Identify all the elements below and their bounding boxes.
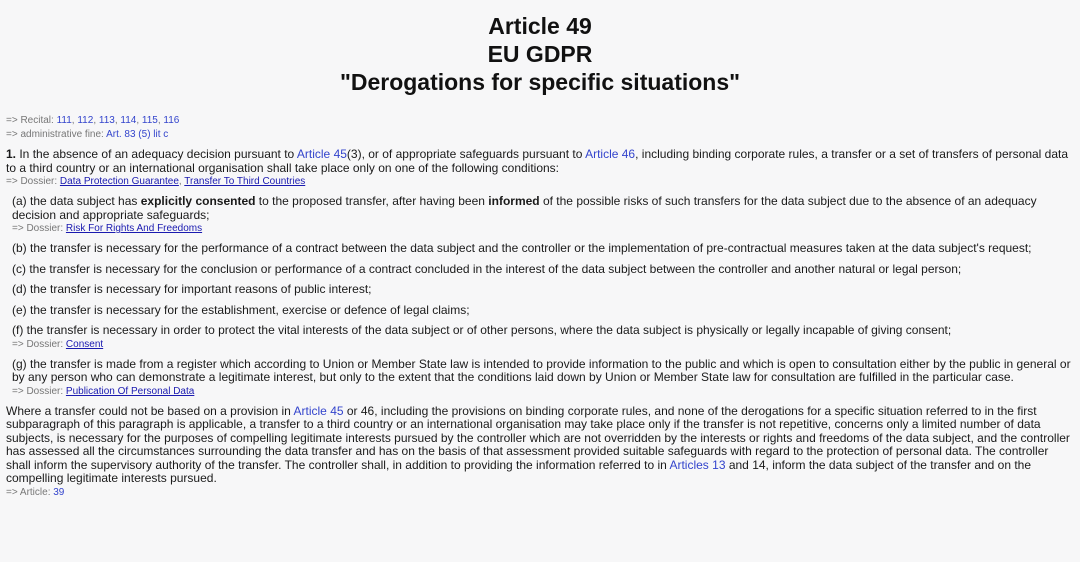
fine-line [6,128,1074,142]
page-title [6,12,1074,96]
dossier-link-data-protection-guarantee[interactable]: Data Protection Guarantee [59,176,179,187]
recital-link-113[interactable]: 113 [98,115,115,126]
dossier-link-consent[interactable]: Consent [65,338,104,350]
condition-a: (a) the data subject has explicitly consented to the proposed transfer, after having been informed of the possible risks of such transfers for the data subject due to the absence of an adequacy decision and appropriate safeguards; => Dossier: Risk For Rights And Freedoms [12,195,1074,235]
closing-paragraph: Where a transfer could not be based on a provision in Article 45 or 46, including the provisions on binding corporate rules, and none of the derogations for a specific situation referred to in the first subparagraph of this paragraph is applicable, a transfer to a third country or an international organisation may take place only if the transfer is not repetitive, concerns only a limited number of data subjects, is necessary for the purposes of compelling legitimate interests pursued by the controller which are not overridden by the interests or rights and freedoms of the data subject, and the controller has assessed all the circumstances surrounding the data transfer and has on the basis of that assessment provided suitable safeguards with regard to the protection of personal data. The controller shall inform the supervisory authority of the transfer. The controller shall, in addition to providing the information referred to in Articles 13 and 14, inform the data subject of the transfer and on the compelling legitimate interests pursued. [6,403,1070,485]
condition-d: (d) the transfer is necessary for important reasons of public interest; [12,282,372,296]
dossier-link-risk-for-rights[interactable]: Risk For Rights And Freedoms [65,223,203,234]
dossier-link-publication-of-personal-data[interactable]: Publication Of Personal Data [65,385,195,397]
dossier-link-transfer-to-third-countries[interactable]: Transfer To Third Countries [184,176,306,187]
title-regulation: EU GDPR [487,41,593,67]
condition-g: (g) the transfer is made from a register which according to Union or Member State law is intended to provide information to the public and which is open to consultation either by the public in general or by any person who can demonstrate a legitimate interest, but only to the extent that the conditions laid down by Union or Member State law for consultation are fulfilled in the particular case. => Dossier: Publication Of Personal Data [12,358,1074,398]
fine-link[interactable]: Art. 83 (5) lit c [106,129,169,140]
title-article-number: Article 49 [488,13,592,39]
paragraph-1-dossier: => Dossier: Data Protection Guarantee, Transfer To Third Countries [6,176,306,187]
article-39-link[interactable]: 39 [53,486,65,498]
condition-f-dossier: => Dossier: Consent [12,338,104,350]
closing-article-45-link[interactable]: Article 45 [293,403,344,418]
recital-link-112[interactable]: 112 [77,115,94,126]
conditions-list [6,195,1074,398]
recital-line: => Recital: 111, 112, 113, 114, 115, 116 [6,115,180,126]
article-46-link[interactable]: Article 46 [585,147,636,161]
paragraph-number: 1. [6,147,17,161]
article-reference-line: => Article: 39 [6,486,65,498]
condition-e: (e) the transfer is necessary for the establishment, exercise or defence of legal claims; [12,302,470,317]
condition-c: (c) the transfer is necessary for the conclusion or performance of a contract concluded in the interest of the data subject between the controller and another natural or legal person; [12,261,962,276]
condition-a-dossier: => Dossier: Risk For Rights And Freedoms [12,223,203,234]
recital-link-116[interactable]: 116 [163,115,180,126]
paragraph-1: 1. In the absence of an adequacy decision pursuant to Article 45(3), or of appropriate safeguards pursuant to Article 46, including binding corporate rules, a transfer or a set of transfers of personal data to a third country or an international organisation shall take place only on one of the following conditions: [6,147,1069,175]
condition-g-dossier: => Dossier: Publication Of Personal Data [12,385,195,397]
articles-13-link[interactable]: Articles 13 [669,457,726,472]
recital-link-114[interactable]: 114 [120,115,137,126]
recital-link-111[interactable]: 111 [56,115,72,126]
title-heading: "Derogations for specific situations" [339,69,741,95]
condition-b: (b) the transfer is necessary for the performance of a contract between the data subject and the controller or the implementation of pre-contractual measures taken at the data subject's request; [12,241,1032,255]
recital-prefix: => Recital: [6,115,54,126]
condition-f: (f) the transfer is necessary in order to protect the vital interests of the data subject or of other persons, where the data subject is physically or legally incapable of giving consent; => Dossier: Consent [12,324,1074,351]
recital-link-115[interactable]: 115 [141,115,158,126]
fine-prefix: => administrative fine: [6,129,104,140]
article-45-link[interactable]: Article 45 [296,147,347,161]
